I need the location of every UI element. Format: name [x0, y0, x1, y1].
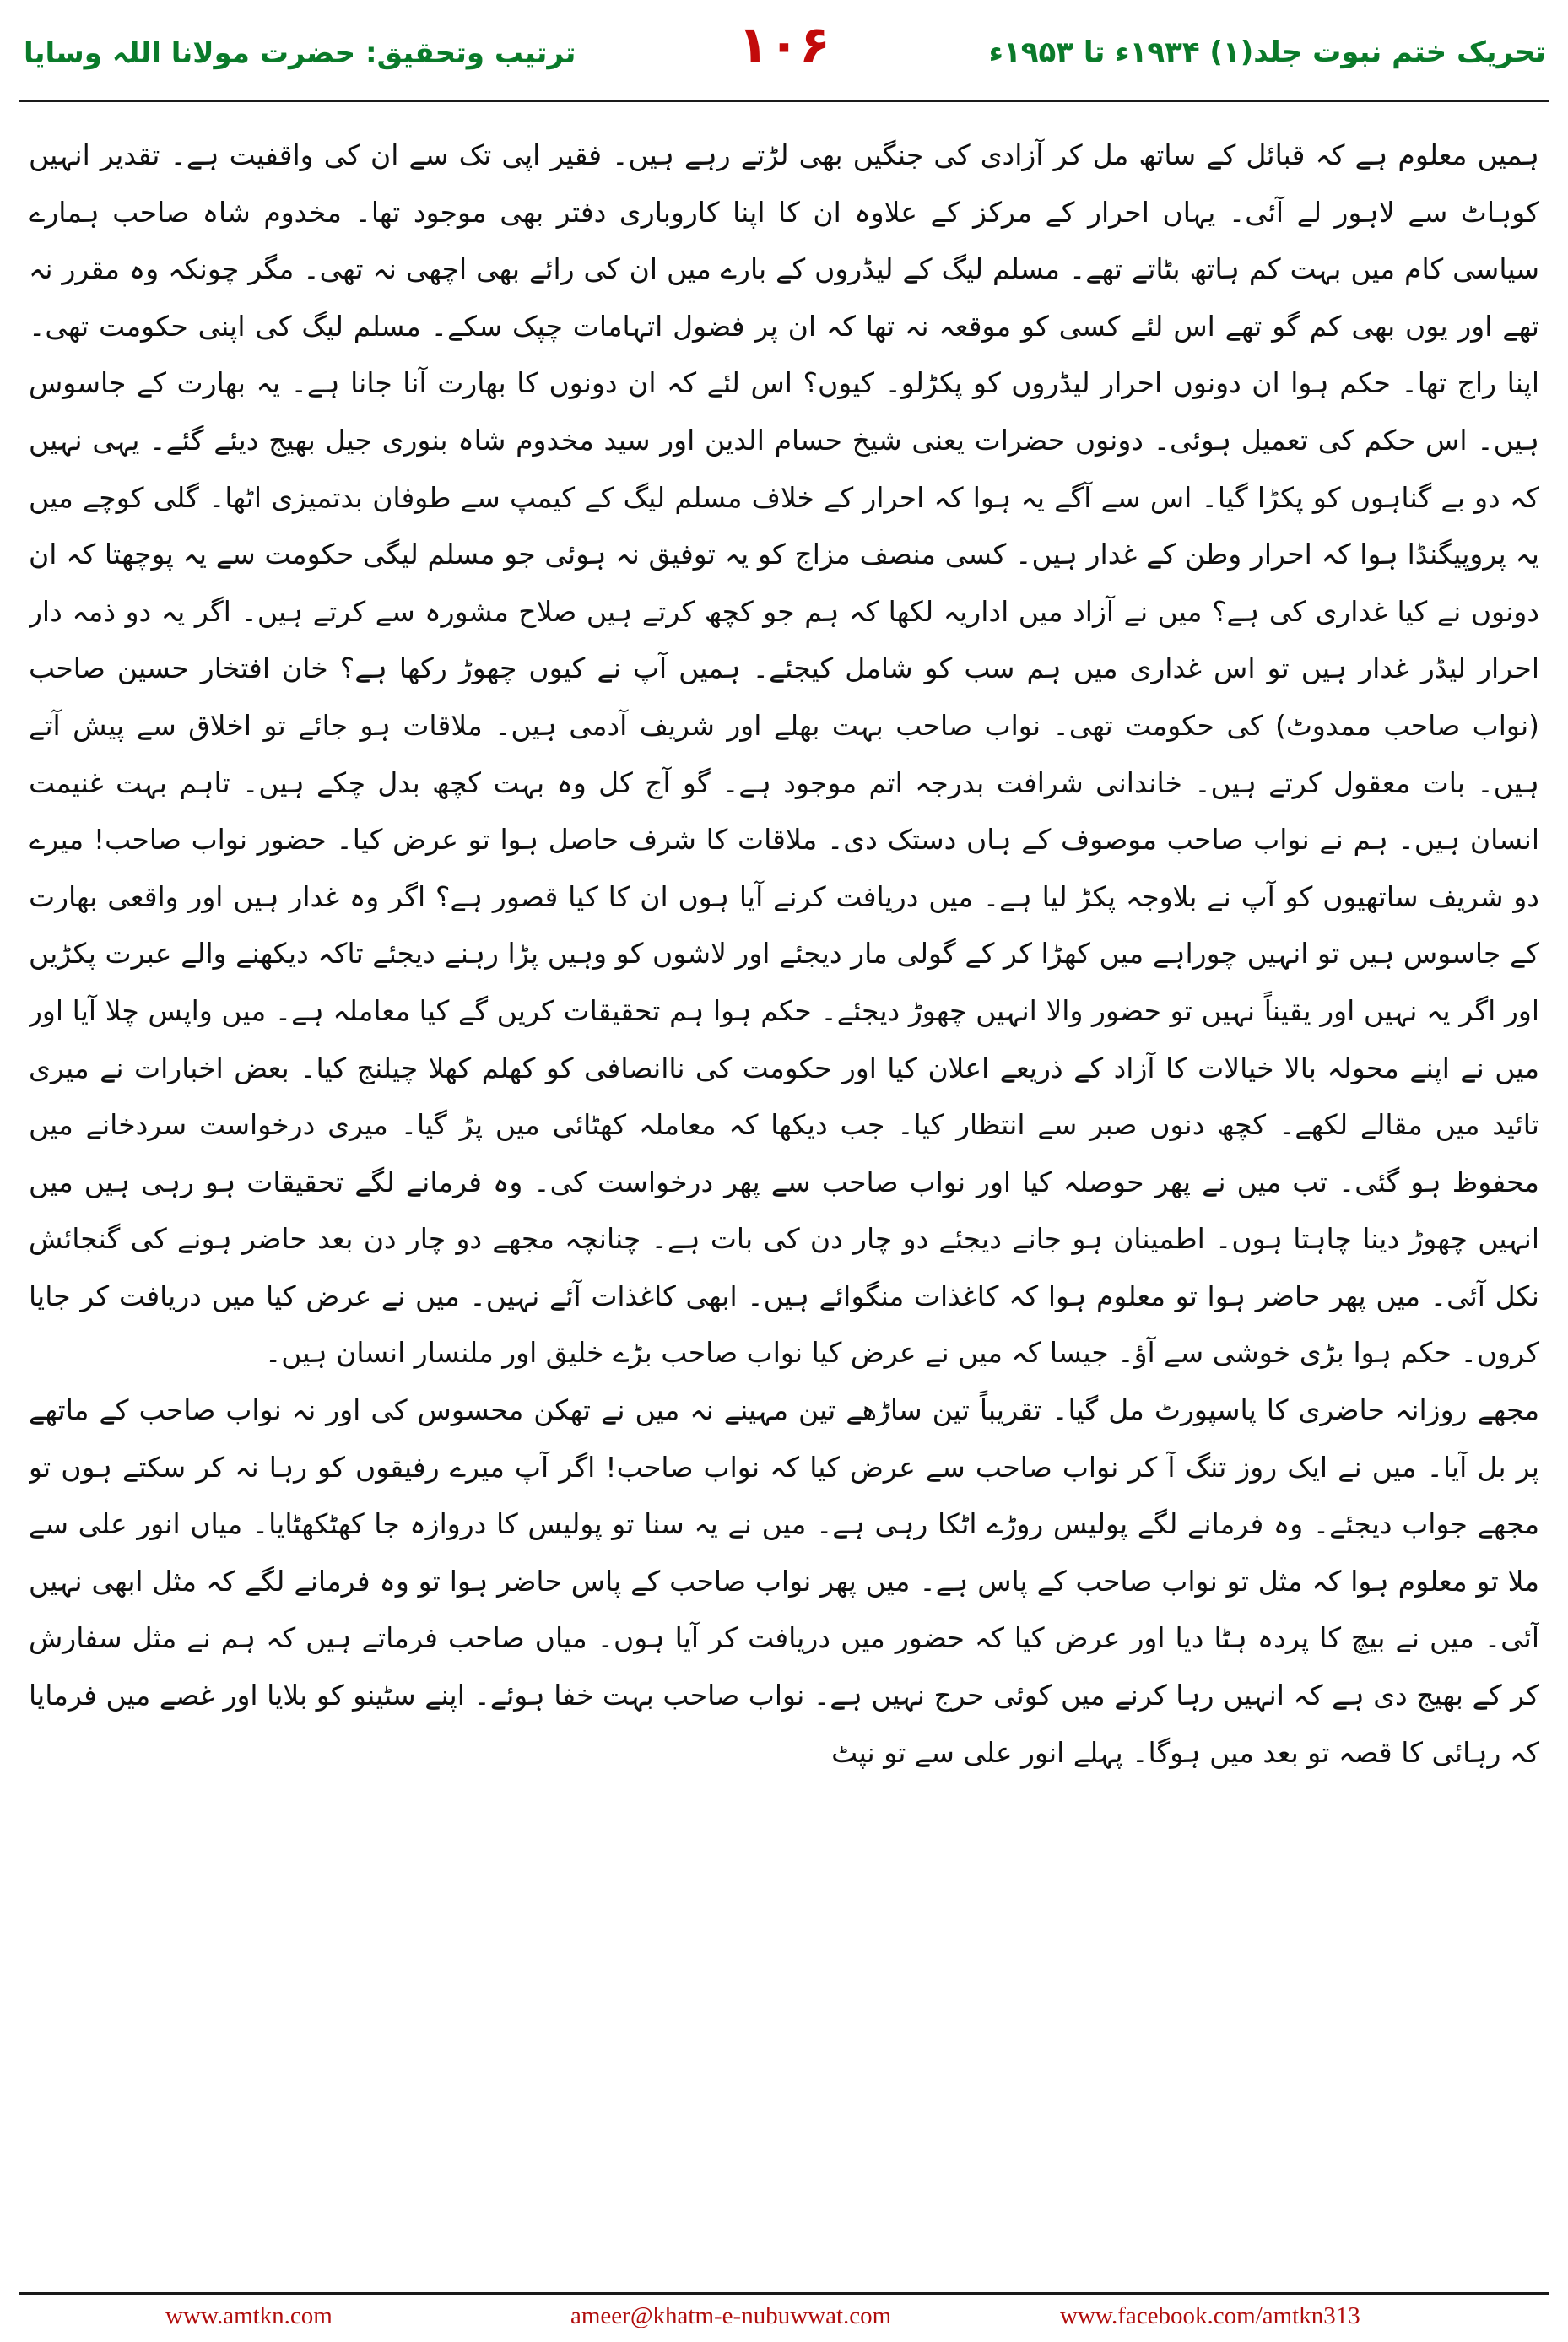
facebook-link[interactable]: www.facebook.com/amtkn313 — [1060, 2302, 1360, 2329]
page-header — [0, 0, 1568, 100]
footer-divider — [19, 2292, 1549, 2295]
email-link[interactable]: ameer@khatm-e-nubuwwat.com — [570, 2302, 892, 2329]
header-divider — [19, 100, 1549, 102]
paragraph-1: ہمیں معلوم ہے کہ قبائل کے ساتھ مل کر آزادی کی جنگیں بھی لڑتے رہے ہیں۔ فقیر اپی تک سے ان کی واقفیت ہے۔ تقدیر انہیں کوہاٹ سے لاہور لے آئی۔ یہاں احرار کے مرکز کے علاوہ ان کا اپنا کاروباری دفتر بھی موجود تھا۔ مخدوم شاہ صاحب ہمارے سیاسی کام میں بہت کم ہاتھ بٹاتے تھے۔ مسلم لیگ کے لیڈروں کے بارے میں ان کی رائے بھی اچھی نہ تھی۔ مگر چونکہ وہ مقرر نہ تھے اور یوں بھی کم گو تھے اس لئے کسی کو موقعہ نہ تھا کہ ان پر فضول اتہامات چپک سکے۔ مسلم لیگ کی اپنی حکومت تھی۔ اپنا راج تھا۔ حکم ہوا ان دونوں احرار لیڈروں کو پکڑلو۔ کیوں؟ اس لئے کہ ان دونوں کا بھارت آنا جانا ہے۔ یہ بھارت کے جاسوس ہیں۔ اس حکم کی تعمیل ہوئی۔ دونوں حضرات یعنی شیخ حسام الدین اور سید مخدوم شاہ بنوری جیل بھیج دیئے گئے۔ یہی نہیں کہ دو بے گناہوں کو پکڑا گیا۔ اس سے آگے یہ ہوا کہ احرار کے خلاف مسلم لیگ کے کیمپ سے طوفان بدتمیزی اٹھا۔ گلی کوچے میں یہ پروپیگنڈا ہوا کہ احرار وطن کے غدار ہیں۔ کسی منصف مزاج کو یہ توفیق نہ ہوئی جو مسلم لیگی حکومت سے یہ پوچھتا کہ ان دونوں نے کیا غداری کی ہے؟ میں نے آزاد میں اداریہ لکھا کہ ہم جو کچھ کرتے ہیں صلاح مشورہ سے کرتے ہیں۔ اگر یہ دو ذمہ دار احرار لیڈر غدار ہیں تو اس غداری میں ہم سب کو شامل کیجئے۔ ہمیں آپ نے کیوں چھوڑ رکھا ہے؟ خان افتخار حسین صاحب (نواب صاحب ممدوٹ) کی حکومت تھی۔ نواب صاحب بہت بھلے اور شریف آدمی ہیں۔ ملاقات ہو جائے تو اخلاق سے پیش آتے ہیں۔ بات معقول کرتے ہیں۔ خاندانی شرافت بدرجہ اتم موجود ہے۔ گو آج کل وہ بہت کچھ بدل چکے ہیں۔ تاہم بہت غنیمت انسان ہیں۔ ہم نے نواب صاحب موصوف کے ہاں دستک دی۔ ملاقات کا شرف حاصل ہوا تو عرض کیا۔ حضور نواب صاحب! میرے دو شریف ساتھیوں کو آپ نے بلاوجہ پکڑ لیا ہے۔ میں دریافت کرنے آیا ہوں ان کا کیا قصور ہے؟ اگر وہ غدار ہیں اور واقعی بھارت کے جاسوس ہیں تو انہیں چوراہے میں کھڑا کر کے گولی مار دیجئے اور لاشوں کو وہیں پڑا رہنے دیجئے تاکہ دیکھنے والے عبرت پکڑیں اور اگر یہ نہیں اور یقیناً نہیں تو حضور والا انہیں چھوڑ دیجئے۔ حکم ہوا ہم تحقیقات کریں گے کیا معاملہ ہے۔ میں واپس چلا آیا اور میں نے اپنے محولہ بالا خیالات کا آزاد کے ذریعے اعلان کیا اور حکومت کی ناانصافی کو کھلم کھلا چیلنج کیا۔ بعض اخبارات نے میری تائید میں مقالے لکھے۔ کچھ دنوں صبر سے انتظار کیا۔ جب دیکھا کہ معاملہ کھٹائی میں پڑ گیا۔ میری درخواست سردخانے میں محفوظ ہو گئی۔ تب میں نے پھر حوصلہ کیا اور نواب صاحب سے پھر درخواست کی۔ وہ فرمانے لگے تحقیقات ہو رہی ہیں میں انہیں چھوڑ دینا چاہتا ہوں۔ اطمینان ہو جانے دیجئے دو چار دن کی بات ہے۔ چنانچہ مجھے دو چار دن بعد حاضر ہونے کی گنجائش نکل آئی۔ میں پھر حاضر ہوا تو معلوم ہوا کہ کاغذات منگوائے ہیں۔ ابھی کاغذات آئے نہیں۔ میں نے عرض کیا میں دریافت کر جایا کروں۔ حکم ہوا بڑی خوشی سے آؤ۔ جیسا کہ میں نے عرض کیا نواب صاحب بڑے خلیق اور ملنسار انسان ہیں۔ — [29, 138, 1539, 1370]
book-title: تحریک ختم نبوت جلد(۱) ۱۹۳۴ء تا ۱۹۵۳ء — [988, 35, 1546, 69]
website-link[interactable]: www.amtkn.com — [165, 2302, 333, 2329]
compiler-credit: ترتیب وتحقیق: حضرت مولانا اللہ وسایا — [24, 36, 576, 70]
page-number: ۱۰۶ — [738, 15, 830, 74]
page-body — [29, 127, 1539, 2270]
page-footer — [0, 2297, 1568, 2338]
paragraph-2: مجھے روزانہ حاضری کا پاسپورٹ مل گیا۔ تقریباً تین ساڑھے تین مہینے نہ میں نے تھکن محسوس کی اور نہ نواب صاحب کے ماتھے پر بل آیا۔ میں نے ایک روز تنگ آ کر نواب صاحب سے عرض کیا کہ نواب صاحب! اگر آپ میرے رفیقوں کو رہا نہ کر سکتے ہوں تو مجھے جواب دیجئے۔ وہ فرمانے لگے پولیس روڑے اٹکا رہی ہے۔ میں نے یہ سنا تو پولیس کا دروازہ جا کھٹکھٹایا۔ میاں انور علی سے ملا تو معلوم ہوا کہ مثل تو نواب صاحب کے پاس ہے۔ میں پھر نواب صاحب کے پاس حاضر ہوا تو وہ فرمانے لگے کہ مثل ابھی نہیں آئی۔ میں نے بیچ کا پردہ ہٹا دیا اور عرض کیا کہ حضور میں دریافت کر آیا ہوں۔ میاں صاحب فرماتے ہیں کہ ہم نے مثل سفارش کر کے بھیج دی ہے کہ انہیں رہا کرنے میں کوئی حرج نہیں ہے۔ نواب صاحب بہت خفا ہوئے۔ اپنے سٹینو کو بلایا اور غصے میں فرمایا کہ رہائی کا قصہ تو بعد میں ہوگا۔ پہلے انور علی سے تو نپٹ — [29, 1393, 1539, 1769]
